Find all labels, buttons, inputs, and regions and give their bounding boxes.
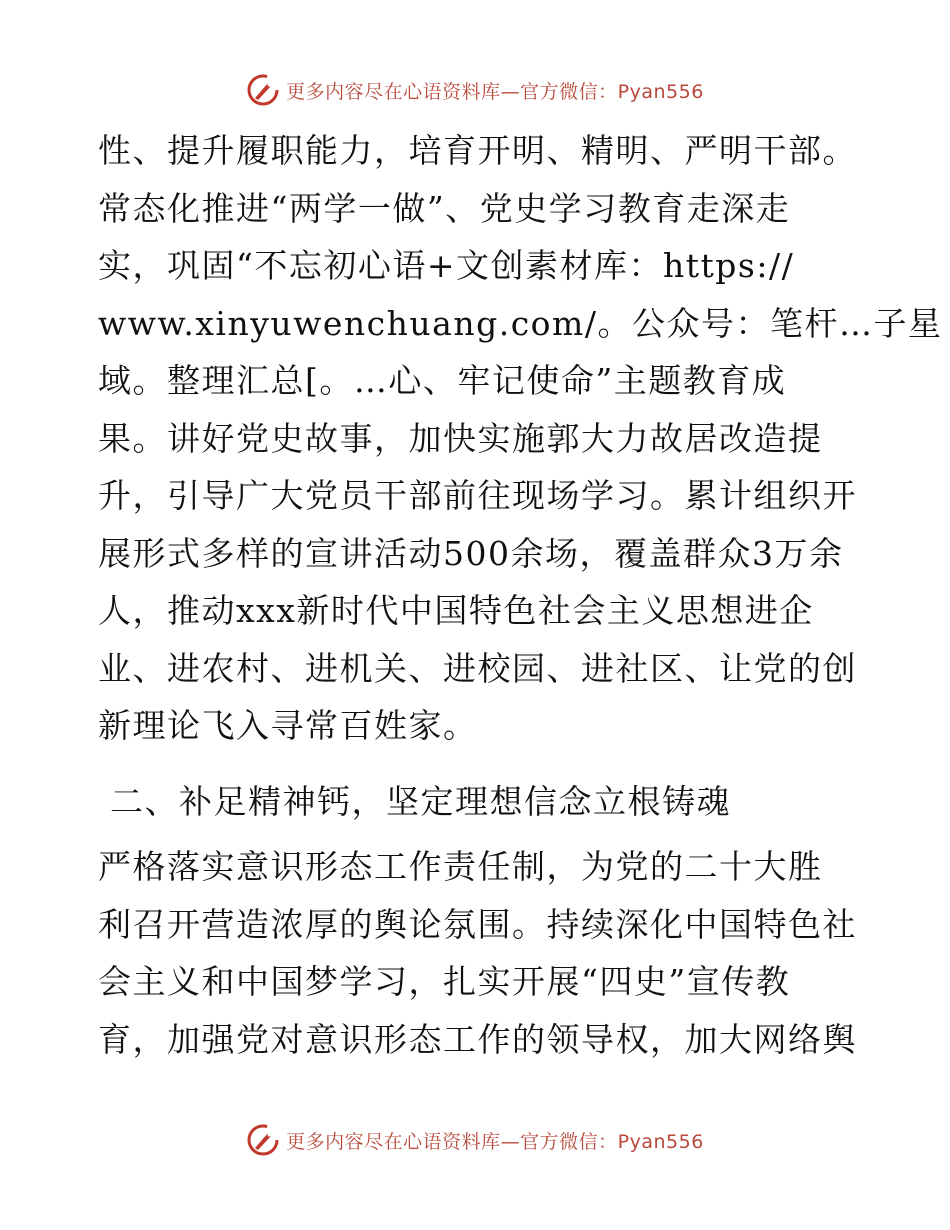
banner-text: 更多内容尽在心语资料库—官方微信：Pyan556	[286, 1130, 704, 1153]
body-line: 严格落实意识形态工作责任制，为党的二十大胜	[98, 847, 823, 886]
footer-banner	[0, 1118, 950, 1162]
body-line: www.xinyuwenchuang.com/。公众号：笔杆…子星	[98, 303, 943, 343]
pen-logo-icon	[246, 1123, 280, 1157]
body-line: 升，引导广大党员干部前往现场学习。累计组织开	[98, 476, 857, 515]
body-line: 业、进农村、进机关、进校园、进社区、让党的创	[98, 648, 857, 688]
section-heading: 二、补足精神钙，坚定理想信念立根铸魂	[110, 781, 731, 821]
body-line: 域。整理汇总[。…心、牢记使命”主题教育成	[98, 361, 787, 400]
body-line: 会主义和中国梦学习，扎实开展“四史”宣传教	[98, 962, 791, 1001]
pen-logo-icon	[246, 73, 280, 107]
body-line: 常态化推进“两学一做”、党史学习教育走深走	[98, 188, 791, 228]
body-line: 实，巩固“不忘初心语+文创素材库：https://	[98, 246, 795, 285]
body-line: 育，加强党对意识形态工作的领导权，加大网络舆	[98, 1019, 857, 1059]
body-line: 性、提升履职能力，培育开明、精明、严明干部。	[98, 131, 857, 170]
header-banner	[0, 68, 950, 112]
body-line: 利召开营造浓厚的舆论氛围。持续深化中国特色社	[98, 904, 857, 944]
body-line: 展形式多样的宣讲活动500余场，覆盖群众3万余	[98, 533, 844, 573]
body-line: 果。讲好党史故事，加快实施郭大力故居改造提	[98, 418, 823, 458]
body-line: 人，推动xxx新时代中国特色社会主义思想进企	[98, 591, 814, 630]
document-body	[98, 122, 943, 1068]
banner-text: 更多内容尽在心语资料库—官方微信：Pyan556	[286, 80, 704, 103]
body-line: 新理论飞入寻常百姓家。	[98, 706, 478, 745]
